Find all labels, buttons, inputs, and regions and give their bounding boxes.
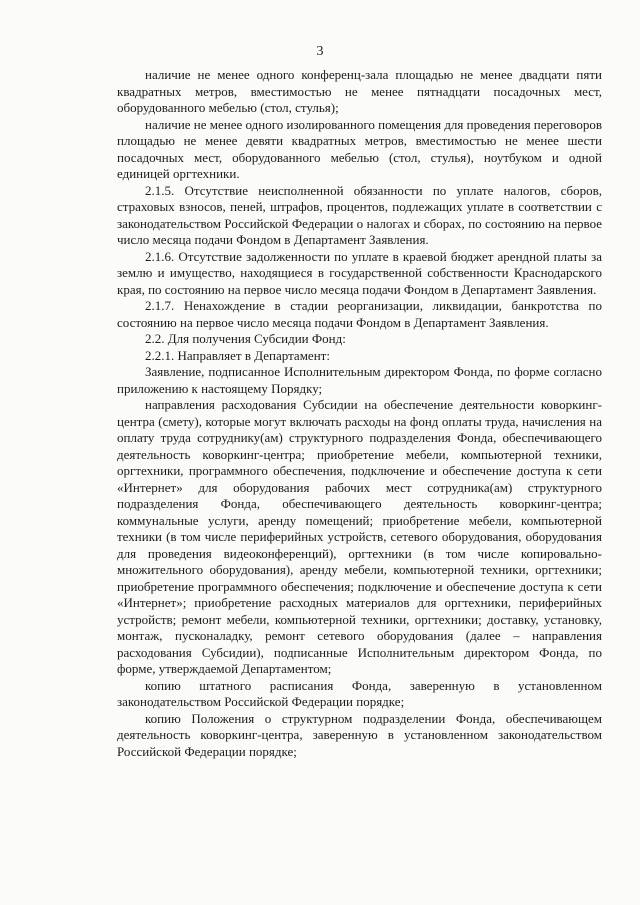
paragraph-2-2: 2.2. Для получения Субсидии Фонд: (145, 331, 346, 346)
paragraph-2-1-6: 2.1.6. Отсутствие задолженности по уплате в краевой бюджет арендной платы за землю и имущество, находящиеся в государственной собственности Краснодарского края, по состоянию на первое число месяца подачи Фондом в Департамент Заявления. (117, 248, 602, 297)
paragraph-application: Заявление, подписанное Исполнительным директором Фонда, по форме согласно приложению к настоящему Порядку; (117, 364, 602, 396)
paragraph-conference-hall: наличие не менее одного конференц-зала площадью не менее двадцати пяти квадратных метров, вместимостью не менее пятнадцати посадочных мест, оборудованного мебелью (стол, стулья); (117, 67, 602, 115)
paragraph-structural-unit: копию Положения о структурном подразделении Фонда, обеспечивающем деятельность коворкинг-центра, заверенную в установленном законодательством Российской Федерации порядке; (117, 710, 602, 759)
paragraph-staff-schedule: копию штатного расписания Фонда, заверенную в установленном законодательством Российской Федерации порядке; (117, 677, 602, 709)
paragraph-subsidy-directions: направления расходования Субсидии на обеспечение деятельности коворкинг-центра (смету), которые могут включать расходы на фонд оплаты труда, начисления на оплату труда сотруднику(ам) структурного подразделения Фонда, обеспечивающего деятельность коворкинг-центра; приобретение мебели, компьютерной техники, оргтехники, программного обеспечения, подключение и обеспечение доступа к сети «Интернет» для оборудования рабочих мест сотрудника(ам) структурного подразделения Фонда, обеспечивающего деятельность коворкинг-центра; коммунальные услуги, аренду помещений; приобретение мебели, компьютерной техники (в том числе периферийных устройств, сетевого оборудования, оборудования для проведения видеоконференций), оргтехники (в том числе копировально-множительного оборудования), аренду мебели, компьютерной техники, оргтехники; приобретение программного обеспечения; подключение и обеспечение доступа к сети «Интернет»; приобретение расходных материалов для оргтехники, периферийных устройств; ремонт мебели, компьютерной техники, оргтехники; доставку, установку, монтаж, пусконаладку, ремонт сетевого оборудования (далее – направления расходования Субсидии), подписанные Исполнительным директором Фонда, по форме, утверждаемой Департаментом; (117, 397, 602, 676)
paragraph-2-2-1: 2.2.1. Направляет в Департамент: (145, 347, 330, 363)
paragraph-2-1-7: 2.1.7. Ненахождение в стадии реорганизации, ликвидации, банкротства по состоянию на первое число месяца подачи Фондом в Департамент Заявления. (117, 298, 602, 330)
page-number: 3 (316, 44, 324, 59)
paragraph-meeting-room: наличие не менее одного изолированного помещения для проведения переговоров площадью не менее девяти квадратных метров, вместимостью не менее шести посадочных мест, оборудованного мебелью (стол, стулья), ноутбуком и одной единицей оргтехники. (117, 116, 602, 181)
paragraph-2-1-5: 2.1.5. Отсутствие неисполненной обязанности по уплате налогов, сборов, страховых взносов, пеней, штрафов, процентов, подлежащих уплате в соответствии с законодательством Российской Федерации о налогах и сборах, по состоянию на первое число месяца подачи Фондом в Департамент Заявления. (117, 182, 602, 247)
document-body (117, 67, 602, 760)
